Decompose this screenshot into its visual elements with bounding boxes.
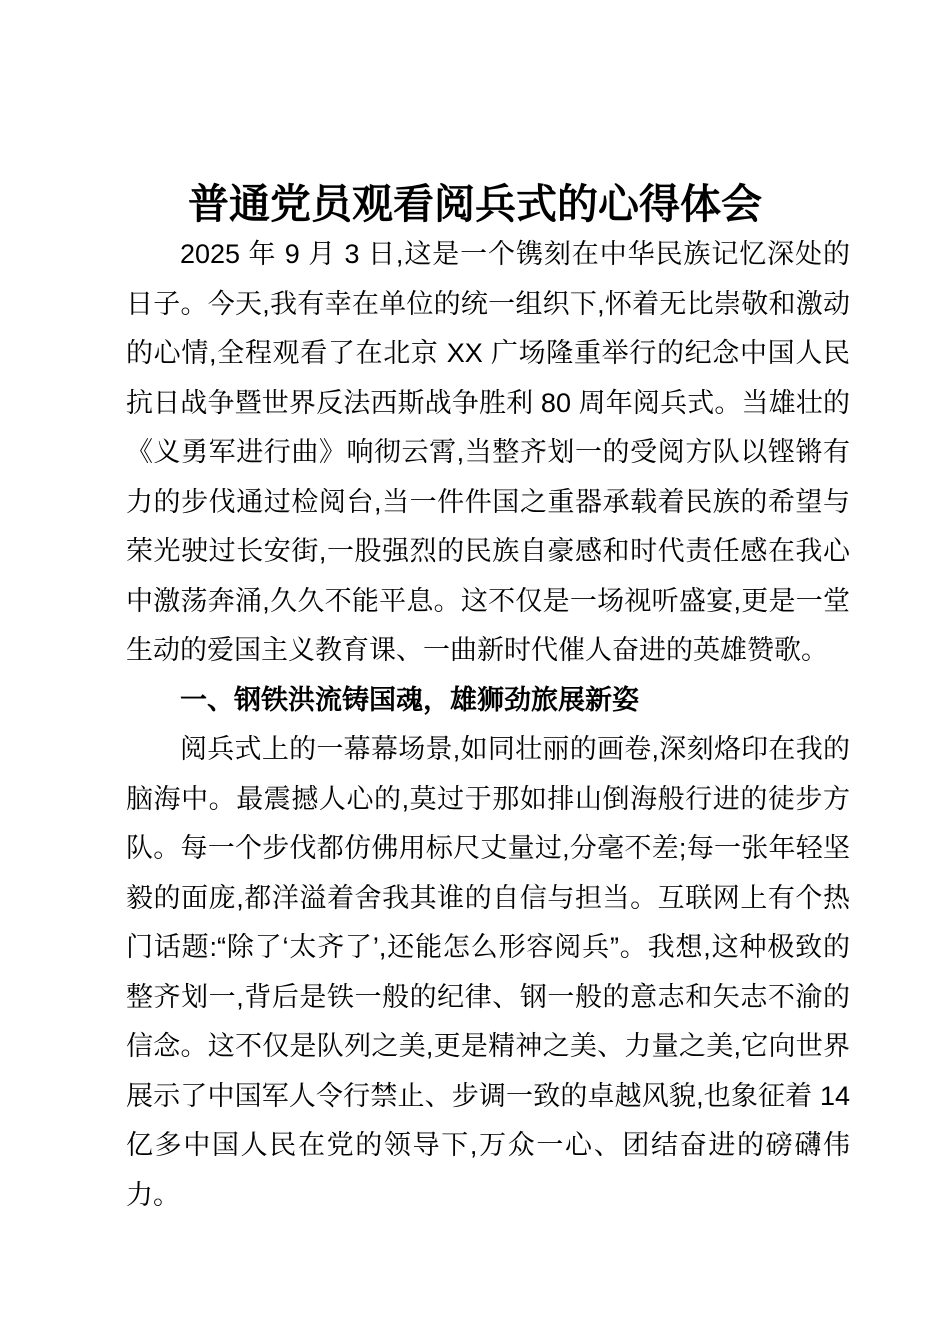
paragraph: 2025 年 9 月 3 日,这是一个镌刻在中华民族记忆深处的日子。今天,我有幸在单位的统一组织下,怀着无比崇敬和激动的心情,全程观看了在北京 XX 广场隆重举行的纪念中国人民抗日战争暨世界反法西斯战争胜利 80 周年阅兵式。当雄壮的《义勇军进行曲》响彻云霄,当整齐划一的受阅方队以铿锵有力的步伐通过检阅台,当一件件国之重器承载着民族的希望与荣光驶过长安街,一股强烈的民族自豪感和时代责任感在我心中激荡奔涌,久久不能平息。这不仅是一场视听盛宴,更是一堂生动的爱国主义教育课、一曲新时代催人奋进的英雄赞歌。 [126, 239, 850, 665]
section-heading: 一、钢铁洪流铸国魂，雄狮劲旅展新姿 [180, 684, 639, 715]
paragraph: 阅兵式上的一幕幕场景,如同壮丽的画卷,深刻烙印在我的脑海中。最震撼人心的,莫过于那如排山倒海般行进的徒步方队。每一个步伐都仿佛用标尺丈量过,分毫不差;每一张年轻坚毅的面庞,都洋溢着舍我其谁的自信与担当。互联网上有个热门话题:“除了‘太齐了’,还能怎么形容阅兵”。我想,这种极致的整齐划一,背后是铁一般的纪律、钢一般的意志和矢志不渝的信念。这不仅是队列之美,更是精神之美、力量之美,它向世界展示了中国军人令行禁止、步调一致的卓越风貌,也象征着 14 亿多中国人民在党的领导下,万众一心、团结奋进的磅礴伟力。 [126, 734, 850, 1210]
document-title: 普通党员观看阅兵式的心得体会 [188, 181, 762, 227]
document-body [0, 230, 950, 1220]
